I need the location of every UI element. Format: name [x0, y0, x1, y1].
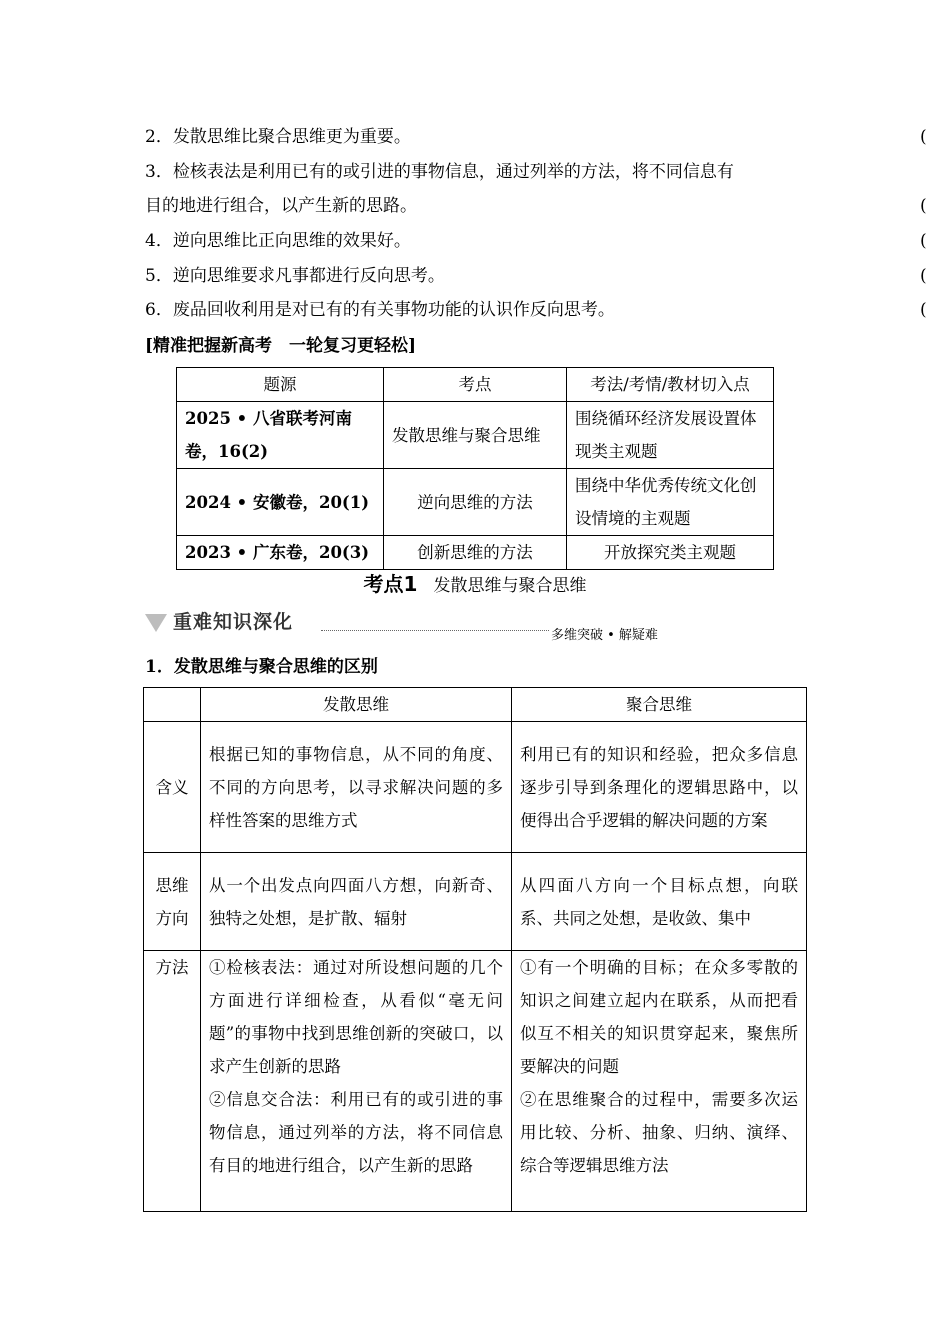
question-2: 2．发散思维比聚合思维更为重要。	[145, 127, 411, 147]
column-header: 聚合思维	[512, 688, 807, 722]
subheading: 1．发散思维与聚合思维的区别	[145, 657, 378, 677]
table-cell: 2025 • 八省联考河南卷，16(2)	[177, 402, 384, 469]
section-title-text: 发散思维与聚合思维	[433, 576, 587, 596]
table-cell: 2024 • 安徽卷，20(1)	[177, 469, 384, 536]
question-6: 6．废品回收利用是对已有的有关事物功能的认识作反向思考。	[145, 300, 615, 320]
column-header: 发散思维	[201, 688, 512, 722]
triangle-icon	[145, 614, 167, 632]
table-row	[144, 853, 807, 951]
row-header: 含义	[144, 722, 201, 853]
column-header: 题源	[177, 368, 384, 402]
knowledge-banner	[143, 606, 658, 646]
table-row	[177, 469, 774, 536]
method-item: ①有一个明确的目标；在众多零散的知识之间建立起内在联系，从而把看似互不相关的知识贯穿起来，聚焦所要解决的问题	[520, 958, 798, 1076]
table-row	[177, 536, 774, 570]
row-header: 思维方向	[144, 853, 201, 951]
answer-paren: (	[920, 127, 927, 147]
table-cell: 围绕循环经济发展设置体现类主观题	[567, 402, 774, 469]
table-cell: 围绕中华优秀传统文化创设情境的主观题	[567, 469, 774, 536]
table-cell: 从四面八方向一个目标点想，向联系、共同之处想，是收敛、集中	[512, 853, 807, 951]
table-cell: 逆向思维的方法	[384, 469, 567, 536]
table-cell: 创新思维的方法	[384, 536, 567, 570]
method-item: ①检核表法：通过对所设想问题的几个方面进行详细检查，从看似“毫无问题”的事物中找到思维创新的突破口，以求产生创新的思路	[209, 958, 503, 1076]
table-cell: 根据已知的事物信息，从不同的角度、不同的方向思考，以寻求解决问题的多样性答案的思维方式	[201, 722, 512, 853]
table-cell: 开放探究类主观题	[567, 536, 774, 570]
section-badge: 考点1	[363, 572, 418, 596]
comparison-table	[143, 687, 807, 1212]
row-header: 方法	[144, 951, 201, 1212]
table-cell	[201, 951, 512, 1212]
table-row	[144, 951, 807, 1212]
banner-title: 重难知识深化	[173, 611, 294, 633]
column-header: 考点	[384, 368, 567, 402]
question-3: 3．检核表法是利用已有的或引进的事物信息，通过列举的方法，将不同信息有	[145, 162, 734, 182]
question-5: 5．逆向思维要求凡事都进行反向思考。	[145, 266, 445, 286]
banner-subtitle: 多维突破 • 解疑难	[551, 628, 658, 643]
table-cell	[512, 951, 807, 1212]
table-row	[177, 402, 774, 469]
answer-paren: (	[920, 231, 927, 251]
question-3-cont: 目的地进行组合，以产生新的思路。	[145, 196, 417, 216]
answer-paren: (	[920, 196, 927, 216]
table-cell: 从一个出发点向四面八方想，向新奇、独特之处想，是扩散、辐射	[201, 853, 512, 951]
question-4: 4．逆向思维比正向思维的效果好。	[145, 231, 411, 251]
section-title	[0, 566, 950, 604]
table-cell: 发散思维与聚合思维	[384, 402, 567, 469]
table-header-row	[177, 368, 774, 402]
table-cell: 利用已有的知识和经验，把众多信息逐步引导到条理化的逻辑思路中，以便得出合乎逻辑的解决问题的方案	[512, 722, 807, 853]
column-header	[144, 688, 201, 722]
column-header: 考法/考情/教材切入点	[567, 368, 774, 402]
dotted-leader	[321, 630, 549, 631]
source-table	[176, 367, 774, 570]
method-item: ②在思维聚合的过程中，需要多次运用比较、分析、抽象、归纳、演绎、综合等逻辑思维方法	[520, 1090, 798, 1175]
table-cell: 2023 • 广东卷，20(3)	[177, 536, 384, 570]
answer-paren: (	[920, 300, 927, 320]
method-item: ②信息交合法：利用已有的或引进的事物信息，通过列举的方法，将不同信息有目的地进行组合，以产生新的思路	[209, 1090, 503, 1175]
section-bracket-heading: [精准把握新高考 一轮复习更轻松]	[145, 336, 417, 356]
table-row	[144, 722, 807, 853]
answer-paren: (	[920, 266, 927, 286]
table-header-row	[144, 688, 807, 722]
